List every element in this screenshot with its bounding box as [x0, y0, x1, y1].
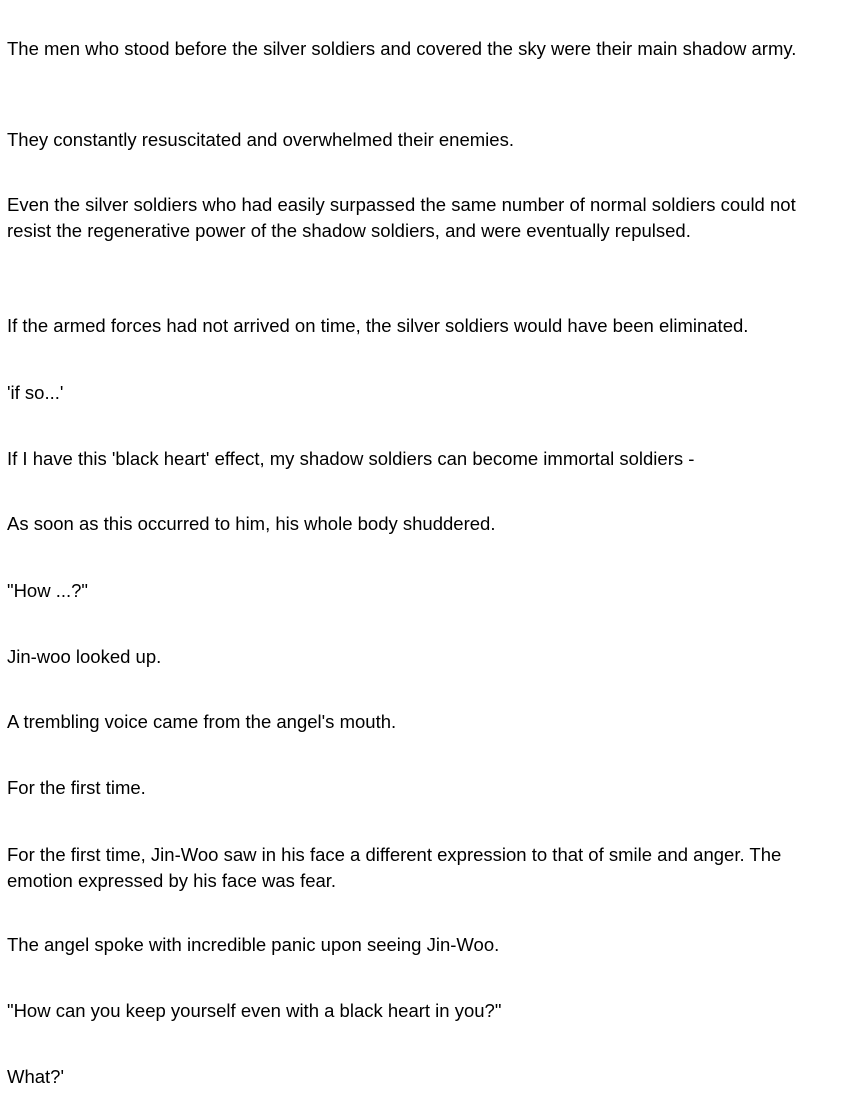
paragraph-12: For the first time, Jin-Woo saw in his face a different expression to that of smile and anger. The emotion expressed by his face was fear.	[7, 844, 782, 891]
paragraph-1: The men who stood before the silver soldiers and covered the sky were their main shadow army.	[7, 38, 797, 59]
paragraph-8: "How ...?"	[7, 580, 88, 601]
paragraph-13: The angel spoke with incredible panic upon seeing Jin-Woo.	[7, 934, 500, 955]
paragraph-7: As soon as this occurred to him, his whole body shuddered.	[7, 513, 496, 534]
paragraph-6: If I have this 'black heart' effect, my shadow soldiers can become immortal soldiers -	[7, 448, 695, 469]
paragraph-14: "How can you keep yourself even with a black heart in you?"	[7, 1000, 502, 1021]
paragraph-4: If the armed forces had not arrived on time, the silver soldiers would have been eliminated.	[7, 315, 749, 336]
paragraph-11: For the first time.	[7, 777, 146, 798]
paragraph-2: They constantly resuscitated and overwhelmed their enemies.	[7, 129, 514, 150]
paragraph-5: 'if so...'	[7, 382, 64, 403]
paragraph-15: What?'	[7, 1066, 64, 1087]
paragraph-10: A trembling voice came from the angel's mouth.	[7, 711, 397, 732]
paragraph-3: Even the silver soldiers who had easily surpassed the same number of normal soldiers could not resist the regenerative power of the shadow soldiers, and were eventually repulsed.	[7, 194, 796, 241]
paragraph-9: Jin-woo looked up.	[7, 646, 162, 667]
